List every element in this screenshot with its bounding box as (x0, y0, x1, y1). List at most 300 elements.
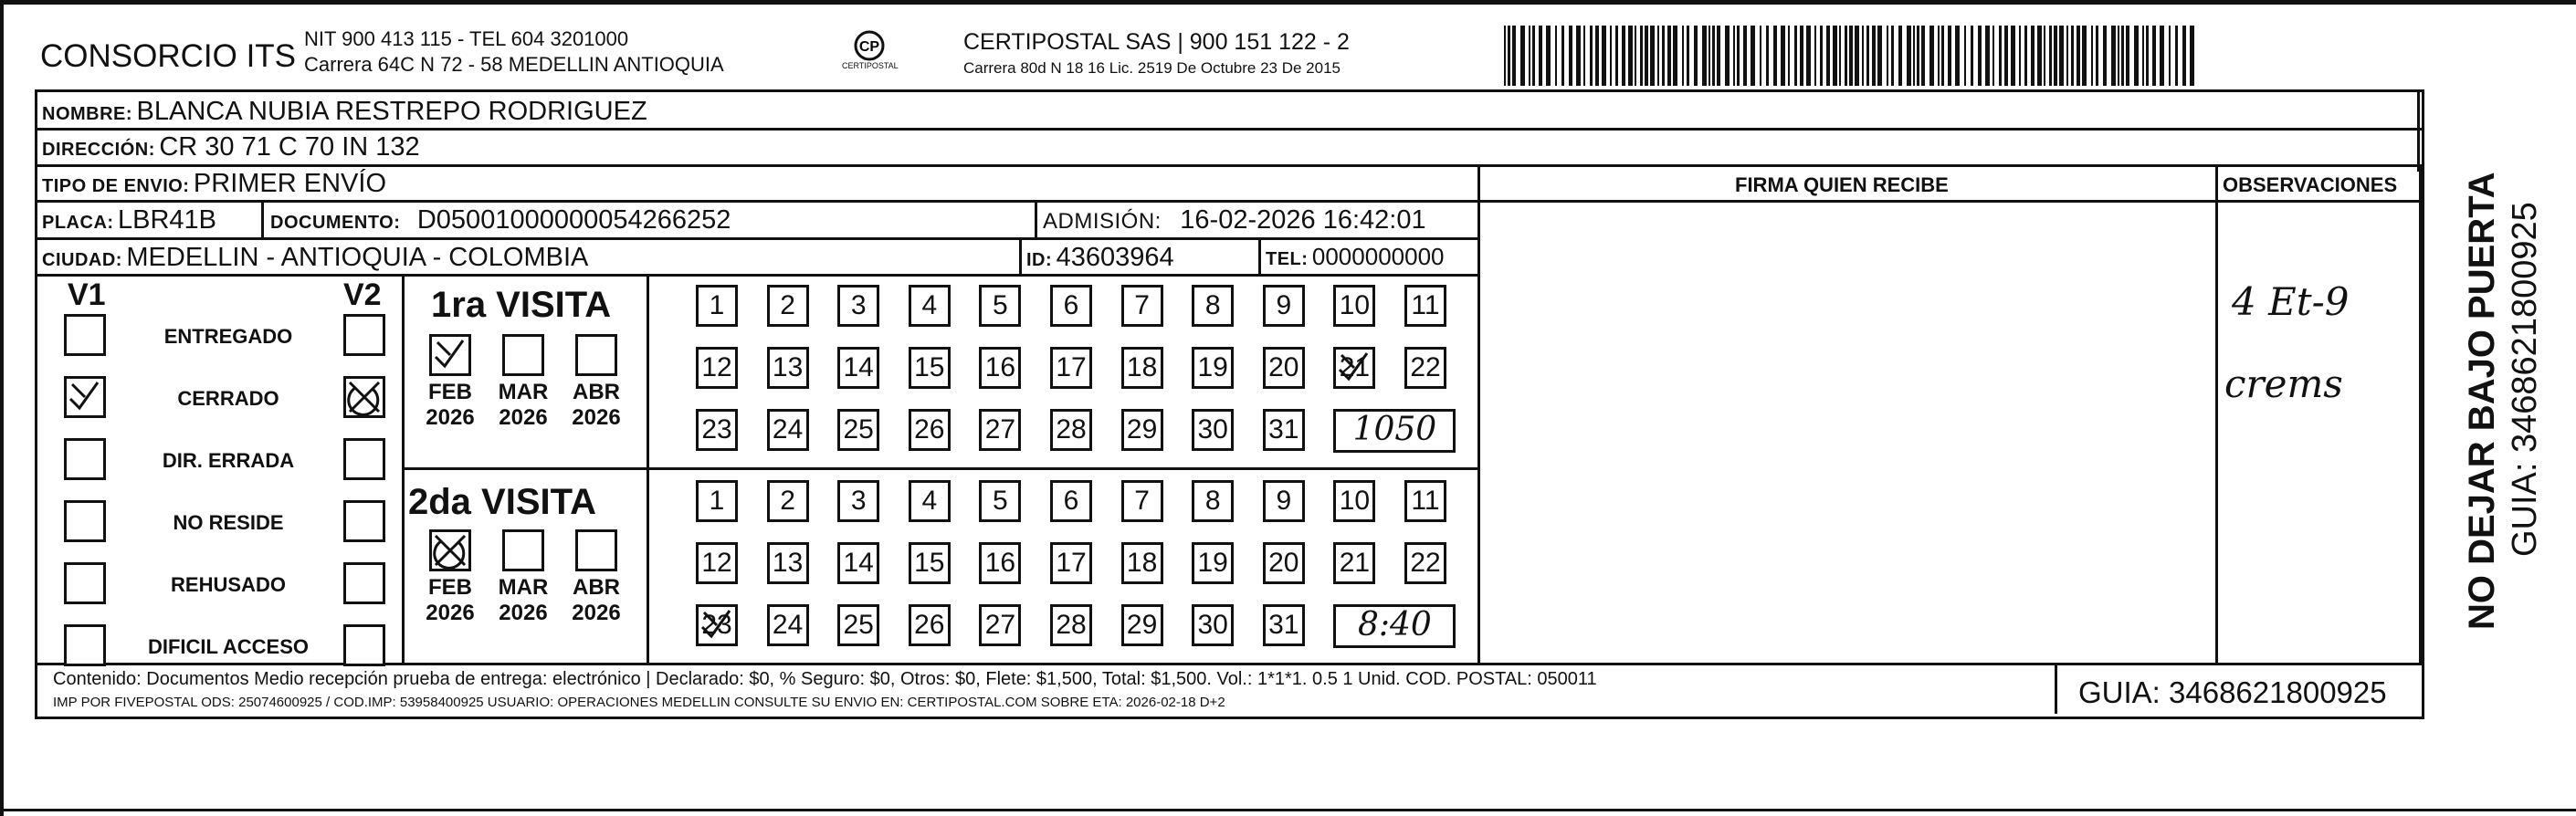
barcode-bar (1917, 26, 1919, 86)
month-checkbox[interactable] (429, 529, 471, 571)
day-number: 27 (984, 610, 1016, 640)
footer-line-2: IMP POR FIVEPOSTAL ODS: 25074600925 / COD.IMP: 53958400925 USUARIO: OPERACIONES MEDELLIN CONSULTE SU ENVIO EN: CERTIPOSTAL.COM SOBRE ETA: 2026-02-18 D+2 (53, 695, 1225, 710)
day-number: 21 (1339, 352, 1371, 382)
barcode-bar (1583, 26, 1585, 86)
day-box[interactable] (767, 285, 809, 327)
day-box[interactable] (979, 409, 1021, 451)
barcode-bar (1508, 26, 1510, 86)
hline (35, 237, 1477, 240)
year-label: 2026 (572, 405, 621, 430)
month-label: ABR (573, 380, 620, 404)
day-box[interactable] (979, 285, 1021, 327)
day-box[interactable] (767, 604, 809, 646)
v2-checkbox[interactable] (343, 314, 385, 356)
day-box[interactable] (1263, 480, 1305, 522)
day-number: 20 (1268, 548, 1299, 578)
v2-checkbox[interactable] (343, 438, 385, 480)
time-box[interactable] (1333, 604, 1456, 648)
barcode-bar (2096, 26, 2098, 86)
day-box[interactable] (837, 409, 879, 451)
day-box[interactable] (1263, 604, 1305, 646)
month-label: ABR (573, 575, 620, 600)
barcode-bar (2103, 26, 2107, 86)
barcode-bar (2077, 26, 2080, 86)
documento-value: D05001000000054266252 (416, 205, 731, 235)
day-box[interactable] (1121, 409, 1163, 451)
barcode-bar (1529, 26, 1530, 86)
barcode-bar (1887, 26, 1888, 86)
day-box[interactable] (696, 409, 738, 451)
day-box[interactable] (696, 542, 738, 584)
day-number: 10 (1339, 486, 1371, 516)
day-number: 24 (772, 610, 804, 640)
day-box[interactable] (1333, 480, 1375, 522)
day-box[interactable] (1121, 347, 1163, 389)
barcode-bar (1921, 26, 1925, 86)
barcode-bar (2142, 26, 2144, 86)
day-box[interactable] (909, 542, 951, 584)
tel-cell (1266, 245, 1445, 268)
barcode-bar (2082, 26, 2087, 86)
vline (1019, 237, 1022, 274)
day-number: 3 (850, 290, 867, 320)
barcode (1504, 26, 2198, 86)
barcode-bar (1929, 26, 1934, 86)
v2-checkbox[interactable] (343, 562, 385, 604)
barcode-bar (2024, 26, 2027, 86)
month-checkbox[interactable] (429, 334, 471, 376)
day-box[interactable] (837, 604, 879, 646)
day-box[interactable] (909, 285, 951, 327)
day-number: 18 (1126, 548, 1158, 578)
day-box[interactable] (696, 285, 738, 327)
tel-label: TEL: (1266, 249, 1309, 269)
ciudad-value: MEDELLIN - ANTIOQUIA - COLOMBIA (126, 243, 589, 272)
barcode-bar (1913, 26, 1915, 86)
top-border (0, 0, 2576, 5)
barcode-bar (1845, 26, 1847, 86)
placa-label: PLACA: (42, 213, 114, 233)
barcode-bar (2011, 26, 2015, 86)
barcode-bar (1682, 26, 1684, 86)
barcode-bar (1938, 26, 1940, 86)
day-number: 2 (780, 486, 795, 516)
nombre-row (42, 99, 647, 125)
vline-visit (647, 274, 649, 663)
barcode-bar (2121, 26, 2124, 86)
day-box[interactable] (1050, 542, 1092, 584)
barcode-bar (1615, 26, 1618, 86)
barcode-bar (2118, 26, 2119, 86)
barcode-bar (1985, 26, 1990, 86)
day-box[interactable] (837, 480, 879, 522)
day-box[interactable] (696, 480, 738, 522)
day-box[interactable] (1192, 347, 1234, 389)
day-box[interactable] (909, 480, 951, 522)
day-box[interactable] (1050, 480, 1092, 522)
v1-checkbox[interactable] (64, 624, 106, 666)
day-box[interactable] (1192, 480, 1234, 522)
barcode-bar (2019, 26, 2021, 86)
hline (35, 200, 2422, 203)
day-box[interactable] (1192, 285, 1234, 327)
day-box[interactable] (1050, 347, 1092, 389)
vline-status (402, 274, 405, 663)
barcode-bar (1877, 26, 1882, 86)
barcode-bar (2126, 26, 2129, 86)
direccion-label: DIRECCIÓN: (42, 140, 155, 160)
day-number: 25 (843, 610, 874, 640)
day-box[interactable] (1121, 542, 1163, 584)
barcode-bar (1650, 26, 1655, 86)
status-label: ENTREGADO (163, 325, 293, 348)
day-box[interactable] (979, 480, 1021, 522)
barcode-bar (1781, 26, 1785, 86)
barcode-bar (1849, 26, 1853, 86)
day-number: 17 (1056, 548, 1087, 578)
month-checkbox[interactable] (575, 529, 617, 571)
day-number: 19 (1197, 352, 1228, 382)
day-number: 2 (780, 290, 795, 320)
vline-footer (2055, 663, 2057, 714)
day-number: 13 (772, 548, 804, 578)
side-warning: NO DEJAR BAJO PUERTA (2462, 172, 2502, 630)
barcode-bar (1862, 26, 1864, 86)
barcode-bar (1743, 26, 1747, 86)
status-label: REHUSADO (171, 573, 286, 596)
day-number: 20 (1268, 352, 1299, 382)
tel-value: 0000000000 (1311, 243, 1445, 270)
day-box[interactable] (1263, 542, 1305, 584)
barcode-bar (1806, 26, 1811, 86)
direccion-value: CR 30 71 C 70 IN 132 (159, 132, 420, 162)
day-number: 14 (843, 352, 874, 382)
company-info-2: Carrera 64C N 72 - 58 MEDELLIN ANTIOQUIA (304, 53, 724, 76)
day-number: 29 (1126, 610, 1158, 640)
tipo-label: TIPO DE ENVIO: (42, 176, 190, 196)
day-number: 17 (1056, 352, 1087, 382)
nombre-value: BLANCA NUBIA RESTREPO RODRIGUEZ (136, 97, 647, 126)
day-number: 10 (1339, 290, 1371, 320)
barcode-bar (1694, 26, 1698, 86)
firma-header: FIRMA QUIEN RECIBE (1735, 173, 1949, 196)
admision-label: ADMISIÓN: (1043, 209, 1162, 234)
day-number: 16 (984, 352, 1016, 382)
documento-cell (270, 207, 731, 234)
day-box[interactable] (837, 542, 879, 584)
day-box[interactable] (1404, 542, 1446, 584)
observaciones-handwriting-1: 4 Et-9 (2232, 279, 2350, 324)
day-number: 11 (1411, 486, 1440, 516)
id-cell (1026, 245, 1174, 271)
day-number: 18 (1126, 352, 1158, 382)
check-mark-icon (67, 379, 103, 415)
day-box[interactable] (909, 409, 951, 451)
day-number: 23 (701, 414, 732, 445)
day-number: 24 (772, 414, 804, 445)
day-box[interactable] (837, 347, 879, 389)
day-box[interactable] (1121, 285, 1163, 327)
x-mark-icon (346, 379, 383, 415)
v2-checkbox[interactable] (343, 500, 385, 542)
month-checkbox[interactable] (575, 334, 617, 376)
barcode-bar (2004, 26, 2008, 86)
barcode-bar (2031, 26, 2035, 86)
day-number: 30 (1197, 414, 1228, 445)
year-label: 2026 (572, 601, 621, 625)
day-number: 22 (1410, 352, 1441, 382)
direccion-row (42, 134, 420, 161)
v2-checkbox[interactable] (343, 376, 385, 418)
day-box[interactable] (1333, 285, 1375, 327)
company-info-1: NIT 900 413 115 - TEL 604 3201000 (304, 27, 629, 50)
barcode-bar (1628, 26, 1633, 86)
day-box[interactable] (767, 480, 809, 522)
company-name: CONSORCIO ITS (40, 38, 297, 74)
day-number: 3 (850, 486, 867, 516)
barcode-bar (1971, 26, 1973, 86)
day-number: 1 (709, 290, 725, 320)
day-number: 1 (709, 486, 725, 516)
placa-cell (42, 207, 216, 234)
v1-checkbox[interactable] (64, 438, 106, 480)
time-handwriting: 8:40 (1357, 606, 1432, 643)
x-mark-icon (432, 532, 468, 569)
logo-text: CERTIPOSTAL (842, 61, 899, 70)
barcode-bar (1898, 26, 1902, 86)
day-box[interactable] (979, 347, 1021, 389)
barcode-bar (1839, 26, 1841, 86)
barcode-bar (1737, 26, 1740, 86)
day-number: 4 (921, 486, 938, 516)
barcode-bar (1657, 26, 1659, 86)
day-box[interactable] (909, 604, 951, 646)
vline-right (2419, 164, 2422, 665)
month-checkbox[interactable] (502, 529, 544, 571)
day-box[interactable] (1263, 409, 1305, 451)
certipostal-logo (842, 27, 897, 82)
barcode-bar (1532, 26, 1535, 86)
month-label: MAR (498, 380, 549, 404)
time-box[interactable] (1333, 409, 1456, 453)
v2-checkbox[interactable] (343, 624, 385, 666)
documento-label: DOCUMENTO: (270, 213, 401, 233)
day-box[interactable] (1404, 480, 1446, 522)
day-box[interactable] (1333, 542, 1375, 584)
day-number: 16 (984, 548, 1016, 578)
barcode-bar (1595, 26, 1599, 86)
day-number: 30 (1197, 610, 1228, 640)
barcode-bar (1602, 26, 1606, 86)
barcode-bar (1725, 26, 1730, 86)
barcode-bar (1717, 26, 1720, 86)
barcode-bar (1512, 26, 1516, 86)
day-box[interactable] (1333, 347, 1375, 389)
day-number: 9 (1276, 486, 1292, 516)
day-box[interactable] (1192, 604, 1234, 646)
barcode-bar (1833, 26, 1837, 86)
year-label: 2026 (426, 405, 475, 430)
day-box[interactable] (1050, 409, 1092, 451)
barcode-bar (2111, 26, 2116, 86)
barcode-bar (1640, 26, 1643, 86)
barcode-bar (1561, 26, 1564, 86)
tipo-value: PRIMER ENVÍO (193, 169, 387, 198)
day-box[interactable] (696, 347, 738, 389)
day-box[interactable] (1404, 347, 1446, 389)
month-label: FEB (428, 380, 472, 404)
day-number: 15 (914, 548, 945, 578)
day-box[interactable] (1050, 604, 1092, 646)
visit1-title: 1ra VISITA (431, 285, 612, 325)
day-box[interactable] (1121, 480, 1163, 522)
check-mark-icon (1336, 350, 1372, 386)
hline (35, 274, 1477, 277)
side-guia: GUIA: 3468621800925 (2506, 202, 2544, 557)
barcode-bar (1788, 26, 1790, 86)
day-box[interactable] (1050, 285, 1092, 327)
day-box[interactable] (767, 542, 809, 584)
barcode-bar (1773, 26, 1777, 86)
day-number: 29 (1126, 414, 1158, 445)
day-number: 9 (1276, 290, 1292, 320)
day-box[interactable] (1263, 347, 1305, 389)
day-box[interactable] (979, 604, 1021, 646)
barcode-bar (1555, 26, 1557, 86)
barcode-bar (2175, 26, 2178, 86)
certipostal-info-1: CERTIPOSTAL SAS | 900 151 122 - 2 (963, 29, 1350, 55)
barcode-bar (1751, 26, 1755, 86)
day-box[interactable] (696, 604, 738, 646)
status-label: NO RESIDE (173, 511, 284, 534)
barcode-bar (1964, 26, 1966, 86)
month-checkbox[interactable] (502, 334, 544, 376)
time-handwriting: 1050 (1352, 411, 1437, 448)
day-number: 5 (993, 486, 1008, 516)
barcode-bar (1546, 26, 1551, 86)
day-number: 13 (772, 352, 804, 382)
barcode-bar (2190, 26, 2194, 86)
check-mark-icon (699, 607, 735, 643)
day-box[interactable] (767, 409, 809, 451)
barcode-bar (1820, 26, 1823, 86)
day-number: 6 (1063, 486, 1079, 516)
vline (1258, 237, 1261, 274)
barcode-bar (1610, 26, 1612, 86)
admision-value: 16-02-2026 16:42:01 (1180, 205, 1426, 235)
svg-text:CP: CP (858, 39, 880, 55)
ciudad-cell (42, 245, 588, 271)
observaciones-header: OBSERVACIONES (2223, 173, 2398, 196)
year-label: 2026 (426, 601, 475, 625)
day-box[interactable] (1121, 604, 1163, 646)
barcode-bar (2054, 26, 2057, 86)
barcode-bar (1709, 26, 1710, 86)
vline-firma (1477, 164, 1480, 663)
barcode-bar (1622, 26, 1625, 86)
day-number: 31 (1268, 610, 1299, 640)
day-number: 25 (843, 414, 874, 445)
tipo-row (42, 171, 386, 197)
day-number: 5 (993, 290, 1008, 320)
year-label: 2026 (499, 405, 548, 430)
day-number: 21 (1339, 548, 1371, 578)
barcode-bar (1955, 26, 1960, 86)
footer-guia: GUIA: 3468621800925 (2078, 675, 2387, 709)
day-number: 27 (984, 414, 1016, 445)
day-box[interactable] (1192, 409, 1234, 451)
barcode-bar (1687, 26, 1689, 86)
hline (35, 128, 2422, 131)
barcode-bar (1891, 26, 1894, 86)
status-label: CERRADO (177, 387, 279, 410)
barcode-bar (2059, 26, 2064, 86)
barcode-bar (1978, 26, 1982, 86)
barcode-bar (1504, 26, 1506, 86)
barcode-bar (2044, 26, 2045, 86)
hline (35, 663, 2422, 665)
v1-checkbox[interactable] (64, 500, 106, 542)
barcode-bar (2071, 26, 2074, 86)
barcode-bar (1645, 26, 1648, 86)
barcode-bar (1800, 26, 1803, 86)
id-label: ID: (1026, 250, 1053, 270)
day-box[interactable] (1192, 542, 1234, 584)
certipostal-info-2: Carrera 80d N 18 16 Lic. 2519 De Octubre 23 De 2015 (963, 59, 1341, 77)
day-number: 26 (914, 610, 945, 640)
barcode-bar (1941, 26, 1944, 86)
barcode-bar (2146, 26, 2149, 86)
barcode-bar (1733, 26, 1735, 86)
status-label: DIR. ERRADA (162, 449, 295, 472)
barcode-bar (1673, 26, 1677, 86)
footer-line-1: Contenido: Documentos Medio recepción prueba de entrega: electrónico | Declarado: $0, % Seguro: $0, Otros: $0, Flete: $1,500, Total: $1,500. Vol.: 1*1*1. 0.5 1 Unid. COD. POSTAL: 050011 (53, 669, 1597, 689)
day-box[interactable] (1404, 285, 1446, 327)
barcode-bar (1999, 26, 2002, 86)
barcode-bar (1539, 26, 1542, 86)
day-number: 31 (1268, 414, 1299, 445)
day-number: 11 (1411, 290, 1440, 320)
day-box[interactable] (837, 285, 879, 327)
barcode-bar (2049, 26, 2052, 86)
v1-checkbox[interactable] (64, 314, 106, 356)
barcode-bar (1872, 26, 1876, 86)
day-box[interactable] (1263, 285, 1305, 327)
barcode-bar (1948, 26, 1951, 86)
placa-value: LBR41B (118, 205, 217, 235)
day-number: 28 (1056, 414, 1087, 445)
visit2-title: 2da VISITA (408, 482, 596, 522)
barcode-bar (1635, 26, 1636, 86)
day-number: 8 (1204, 486, 1221, 516)
day-number: 7 (1134, 290, 1150, 320)
barcode-bar (2152, 26, 2156, 86)
observaciones-handwriting-2: crems (2224, 361, 2343, 406)
ciudad-label: CIUDAD: (42, 250, 122, 270)
barcode-bar (2169, 26, 2171, 86)
day-number: 26 (914, 414, 945, 445)
barcode-bar (2160, 26, 2164, 86)
barcode-bar (1576, 26, 1581, 86)
day-box[interactable] (979, 542, 1021, 584)
v1-checkbox[interactable] (64, 376, 106, 418)
day-number: 28 (1056, 610, 1087, 640)
day-box[interactable] (767, 347, 809, 389)
v1-checkbox[interactable] (64, 562, 106, 604)
day-box[interactable] (909, 347, 951, 389)
barcode-bar (1866, 26, 1869, 86)
barcode-bar (1826, 26, 1830, 86)
